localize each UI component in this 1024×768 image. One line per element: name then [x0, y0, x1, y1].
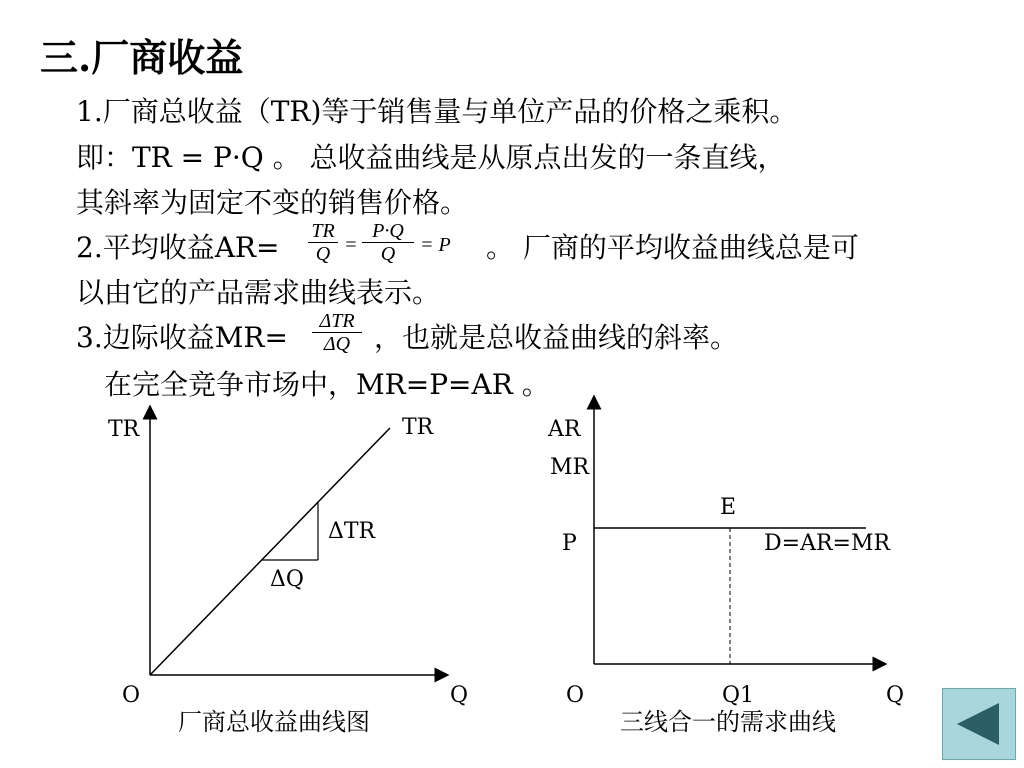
ar-fraction-2-num: P·Q — [372, 220, 404, 242]
demand-line-label: D=AR=MR — [764, 531, 891, 556]
tr-y-axis-label: TR — [108, 417, 140, 442]
demand-chart-caption: 三线合一的需求曲线 — [620, 708, 836, 736]
ar-fraction-1-den: Q — [315, 243, 331, 265]
para1-line2: 即：TR = P·Q 。 总收益曲线是从原点出发的一条直线， — [76, 141, 786, 174]
price-label: P — [562, 531, 577, 556]
para3-line2: 在完全竞争市场中，MR=P=AR 。 — [104, 368, 550, 401]
demand-chart — [520, 390, 924, 742]
ar-origin-label: O — [566, 683, 585, 708]
para3-prefix: 3.边际收益MR= — [76, 321, 288, 354]
para2-line2: 以由它的产品需求曲线表示。 — [76, 276, 441, 309]
tr-line — [150, 428, 390, 675]
triangle-left-icon — [943, 689, 1015, 759]
para1-line3: 其斜率为固定不变的销售价格。 — [76, 186, 469, 219]
ar-fraction-2-den: Q — [380, 243, 396, 265]
ar-fraction-2 — [362, 220, 414, 265]
tr-x-axis-label: Q — [450, 683, 469, 708]
para1-line1: 1.厂商总收益（TR)等于销售量与单位产品的价格之乘积。 — [76, 95, 798, 128]
tr-chart — [0, 400, 520, 740]
ar-fraction-1-num: TR — [311, 220, 335, 242]
para2-suffix: 。 厂商的平均收益曲线总是可 — [486, 231, 859, 264]
mr-y-axis-label: MR — [550, 455, 590, 480]
slide-title: 三.厂商收益 — [40, 35, 244, 80]
tr-origin-label: O — [122, 683, 141, 708]
para2-prefix: 2.平均收益AR= — [76, 231, 280, 264]
mr-fraction — [312, 310, 362, 355]
equals-sign: = — [344, 234, 358, 256]
delta-tr-label: ΔTR — [328, 519, 376, 544]
delta-q-label: ΔQ — [270, 567, 304, 592]
ar-result: = P — [420, 234, 451, 256]
mr-fraction-num: ΔTR — [319, 310, 355, 332]
para3-suffix: ，也就是总收益曲线的斜率。 — [374, 321, 739, 354]
ar-y-axis-label: AR — [548, 417, 581, 442]
tr-line-label: TR — [402, 415, 434, 440]
point-e-label: E — [720, 495, 737, 520]
q1-label: Q1 — [722, 683, 755, 708]
back-button[interactable] — [942, 688, 1016, 760]
ar-fraction-1 — [308, 220, 338, 265]
mr-fraction-den: ΔQ — [323, 333, 351, 355]
tr-chart-caption: 厂商总收益曲线图 — [178, 708, 370, 736]
ar-x-axis-label: Q — [886, 683, 905, 708]
